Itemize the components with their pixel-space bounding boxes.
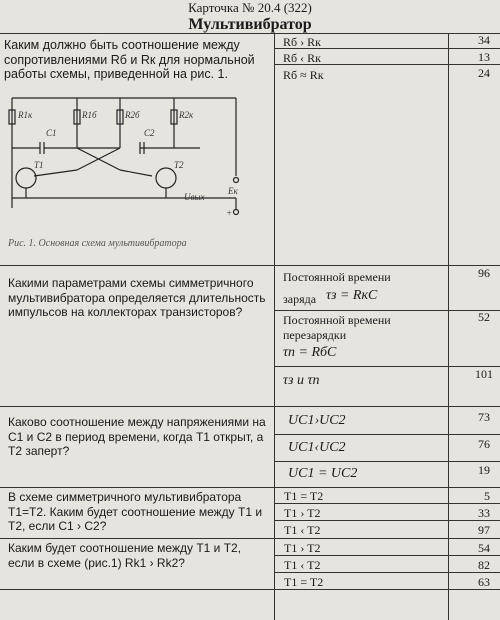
q2-formula-1: τз = RкC bbox=[326, 288, 378, 303]
question-1: Каким должно быть соотношение между сопротивлениями Rб и Rк для нормальной работы схемы, приведенной на рис. 1. bbox=[4, 38, 255, 81]
question-3: Каково соотношение между напряжениями на C1 и C2 в период времени, когда T1 открыт, а T2 заперт? bbox=[8, 415, 266, 458]
section-divider bbox=[0, 487, 500, 488]
q2-formula-3: τз и τп bbox=[283, 373, 320, 388]
column-divider-2 bbox=[448, 33, 449, 620]
figure-caption: Рис. 1. Основная схема мультивибратора bbox=[8, 238, 187, 249]
q4-code-1: 5 bbox=[484, 489, 490, 503]
table-border-top bbox=[0, 33, 500, 34]
q3-formula-1: UC1›UC2 bbox=[288, 413, 346, 428]
question-2: Какими параметрами схемы симметричного мультивибратора определяется длительность импульсов на коллекторах транзисторов? bbox=[8, 276, 266, 319]
q3-code-2: 76 bbox=[478, 437, 490, 451]
q2-code-2: 52 bbox=[478, 310, 490, 324]
label-c2: C2 bbox=[144, 128, 155, 138]
page-title: Мультивибратор bbox=[188, 16, 312, 33]
q4-code-2: 33 bbox=[478, 506, 490, 520]
q2-code-3: 101 bbox=[475, 367, 493, 381]
q2-answer-1-line1: Постоянной времени bbox=[283, 270, 391, 284]
transistor-t2 bbox=[156, 168, 176, 188]
q3-code-3: 19 bbox=[478, 463, 490, 477]
card-number: Карточка № 20.4 (322) bbox=[188, 0, 312, 15]
label-r2k: R2к bbox=[179, 110, 194, 120]
q1-answer-2: Rб ‹ Rк bbox=[283, 51, 321, 65]
q4-answer-2: T1 › T2 bbox=[284, 506, 321, 520]
q3-code-1: 73 bbox=[478, 410, 490, 424]
q5-code-1: 54 bbox=[478, 541, 490, 555]
label-r2b: R2б bbox=[125, 110, 140, 120]
transistor-t1 bbox=[16, 168, 36, 188]
section-divider bbox=[0, 538, 500, 539]
q3-formula-2: UC1‹UC2 bbox=[288, 440, 346, 455]
q2-answer-2-line1: Постоянной времени bbox=[283, 313, 391, 327]
label-c1: C1 bbox=[46, 128, 57, 138]
q2-answer-2-line2: перезарядки bbox=[283, 328, 347, 342]
section-divider bbox=[0, 406, 500, 407]
q1-answer-1: Rб › Rк bbox=[283, 35, 321, 49]
question-5: Каким будет соотношение между T1 и T2, если в схеме (рис.1) Rk1 › Rk2? bbox=[8, 541, 242, 570]
q5-code-2: 82 bbox=[478, 558, 490, 572]
q5-code-3: 63 bbox=[478, 575, 490, 589]
label-uout: Uвых bbox=[184, 192, 205, 202]
q3-formula-3: UC1 = UC2 bbox=[288, 466, 358, 481]
q5-answer-3: T1 = T2 bbox=[284, 575, 324, 589]
label-t1: T1 bbox=[34, 160, 44, 170]
q1-code-3: 24 bbox=[478, 66, 490, 80]
q4-answer-1: T1 = T2 bbox=[284, 489, 324, 503]
label-t2: T2 bbox=[174, 160, 184, 170]
label-r1b: R1б bbox=[82, 110, 97, 120]
q5-answer-1: T1 › T2 bbox=[284, 541, 321, 555]
label-r1k: R1к bbox=[18, 110, 33, 120]
q4-answer-3: T1 ‹ T2 bbox=[284, 523, 321, 537]
question-4: В схеме симметричного мультивибратора T1=T2. Каким будет соотношение между T1 и T2, если C1 › C2? bbox=[8, 490, 263, 533]
q2-formula-2: τп = RбC bbox=[283, 345, 337, 360]
section-divider bbox=[0, 265, 500, 266]
q5-answer-2: T1 ‹ T2 bbox=[284, 558, 321, 572]
multivibrator-circuit-diagram bbox=[4, 88, 270, 238]
label-ek: Eк bbox=[228, 186, 238, 196]
q1-answer-3: Rб ≈ Rк bbox=[283, 68, 324, 82]
table-border-bottom bbox=[0, 589, 500, 590]
column-divider-1 bbox=[274, 33, 275, 620]
q4-code-3: 97 bbox=[478, 523, 490, 537]
label-plus: + bbox=[226, 208, 233, 218]
q2-answer-1-line2: заряда bbox=[283, 292, 317, 306]
q2-code-1: 96 bbox=[478, 266, 490, 280]
q1-code-2: 13 bbox=[478, 50, 490, 64]
q1-code-1: 34 bbox=[478, 33, 490, 47]
